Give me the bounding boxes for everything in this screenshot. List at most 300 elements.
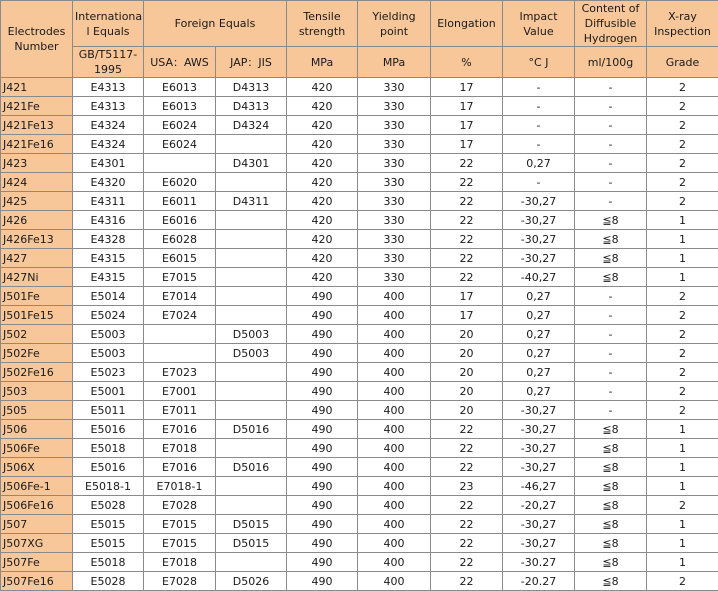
tensile-strength-cell: 490: [287, 382, 358, 401]
impact-value-cell: 0,27: [503, 344, 575, 363]
elongation-cell: 17: [431, 97, 503, 116]
table-body: [1, 78, 718, 591]
gb-standard-cell: E4315: [73, 249, 144, 268]
yielding-point-cell: 400: [358, 420, 431, 439]
tensile-strength-cell: 420: [287, 116, 358, 135]
header-tensile-strength: Tensile strength: [287, 1, 358, 47]
yielding-point-cell: 330: [358, 154, 431, 173]
yielding-point-cell: 330: [358, 116, 431, 135]
gb-standard-cell: E5016: [73, 420, 144, 439]
table-row: [1, 325, 718, 344]
usa-aws-cell: E7001: [144, 382, 216, 401]
electrode-number-cell: J505: [1, 401, 73, 420]
tensile-strength-cell: 490: [287, 344, 358, 363]
impact-value-cell: -30.27: [503, 553, 575, 572]
yielding-point-cell: 330: [358, 211, 431, 230]
subheader-gb-standard: GB/T5117-1995: [73, 47, 144, 78]
diffusible-hydrogen-cell: -: [575, 401, 647, 420]
impact-value-cell: -20,27: [503, 496, 575, 515]
table-row: [1, 192, 718, 211]
electrode-number-cell: J421Fe16: [1, 135, 73, 154]
elongation-cell: 20: [431, 401, 503, 420]
jap-jis-cell: [216, 496, 287, 515]
diffusible-hydrogen-cell: -: [575, 97, 647, 116]
diffusible-hydrogen-cell: ≦8: [575, 249, 647, 268]
elongation-cell: 22: [431, 458, 503, 477]
tensile-strength-cell: 490: [287, 325, 358, 344]
elongation-cell: 17: [431, 287, 503, 306]
tensile-strength-cell: 490: [287, 439, 358, 458]
impact-value-cell: -: [503, 116, 575, 135]
usa-aws-cell: E7014: [144, 287, 216, 306]
gb-standard-cell: E4313: [73, 97, 144, 116]
electrode-number-cell: J506Fe-1: [1, 477, 73, 496]
yielding-point-cell: 400: [358, 287, 431, 306]
usa-aws-cell: [144, 154, 216, 173]
electrode-number-cell: J501Fe15: [1, 306, 73, 325]
header-international-equals: Internationa l Equals: [73, 1, 144, 47]
electrode-number-cell: J507: [1, 515, 73, 534]
xray-grade-cell: 1: [647, 249, 718, 268]
tensile-strength-cell: 490: [287, 306, 358, 325]
usa-aws-cell: E7018: [144, 439, 216, 458]
yielding-point-cell: 400: [358, 325, 431, 344]
diffusible-hydrogen-cell: -: [575, 135, 647, 154]
diffusible-hydrogen-cell: -: [575, 173, 647, 192]
electrode-number-cell: J506Fe: [1, 439, 73, 458]
usa-aws-cell: E6015: [144, 249, 216, 268]
xray-grade-cell: 2: [647, 325, 718, 344]
yielding-point-cell: 400: [358, 477, 431, 496]
jap-jis-cell: D4301: [216, 154, 287, 173]
header-impact-value: Impact Value: [503, 1, 575, 47]
electrode-number-cell: J502Fe: [1, 344, 73, 363]
impact-value-cell: -30,27: [503, 439, 575, 458]
table-row: [1, 553, 718, 572]
diffusible-hydrogen-cell: -: [575, 325, 647, 344]
xray-grade-cell: 2: [647, 572, 718, 591]
diffusible-hydrogen-cell: ≦8: [575, 230, 647, 249]
diffusible-hydrogen-cell: -: [575, 363, 647, 382]
elongation-cell: 20: [431, 382, 503, 401]
tensile-strength-cell: 420: [287, 230, 358, 249]
tensile-strength-cell: 420: [287, 192, 358, 211]
elongation-cell: 22: [431, 572, 503, 591]
elongation-cell: 22: [431, 534, 503, 553]
gb-standard-cell: E5016: [73, 458, 144, 477]
table-row: [1, 268, 718, 287]
xray-grade-cell: 2: [647, 401, 718, 420]
xray-grade-cell: 1: [647, 230, 718, 249]
tensile-strength-cell: 420: [287, 154, 358, 173]
header-diffusible-hydrogen: Content of Diffusible Hydrogen: [575, 1, 647, 47]
elongation-cell: 22: [431, 515, 503, 534]
gb-standard-cell: E5018: [73, 439, 144, 458]
elongation-cell: 17: [431, 306, 503, 325]
gb-standard-cell: E4328: [73, 230, 144, 249]
jap-jis-cell: [216, 211, 287, 230]
electrode-number-cell: J507Fe: [1, 553, 73, 572]
table-row: [1, 344, 718, 363]
table-row: [1, 173, 718, 192]
jap-jis-cell: D4324: [216, 116, 287, 135]
jap-jis-cell: [216, 401, 287, 420]
xray-grade-cell: 2: [647, 382, 718, 401]
table-row: [1, 401, 718, 420]
diffusible-hydrogen-cell: ≦8: [575, 496, 647, 515]
elongation-cell: 22: [431, 211, 503, 230]
impact-value-cell: -30,27: [503, 230, 575, 249]
table-row: [1, 211, 718, 230]
electrode-number-cell: J423: [1, 154, 73, 173]
xray-grade-cell: 2: [647, 344, 718, 363]
subheader-yielding-unit: MPa: [358, 47, 431, 78]
gb-standard-cell: E5003: [73, 344, 144, 363]
diffusible-hydrogen-cell: ≦8: [575, 211, 647, 230]
usa-aws-cell: E7018: [144, 553, 216, 572]
yielding-point-cell: 400: [358, 344, 431, 363]
xray-grade-cell: 1: [647, 268, 718, 287]
electrode-number-cell: J421: [1, 78, 73, 97]
tensile-strength-cell: 420: [287, 135, 358, 154]
table-row: [1, 287, 718, 306]
header-electrodes-number: Electrodes Number: [1, 1, 73, 78]
gb-standard-cell: E5028: [73, 496, 144, 515]
yielding-point-cell: 400: [358, 553, 431, 572]
tensile-strength-cell: 490: [287, 534, 358, 553]
gb-standard-cell: E5015: [73, 515, 144, 534]
table-row: [1, 230, 718, 249]
jap-jis-cell: D5026: [216, 572, 287, 591]
diffusible-hydrogen-cell: ≦8: [575, 477, 647, 496]
gb-standard-cell: E5018: [73, 553, 144, 572]
gb-standard-cell: E4316: [73, 211, 144, 230]
impact-value-cell: 0,27: [503, 154, 575, 173]
header-xray-inspection: X-ray Inspection: [647, 1, 718, 47]
yielding-point-cell: 400: [358, 572, 431, 591]
jap-jis-cell: [216, 287, 287, 306]
jap-jis-cell: [216, 268, 287, 287]
elongation-cell: 22: [431, 249, 503, 268]
xray-grade-cell: 1: [647, 439, 718, 458]
gb-standard-cell: E5003: [73, 325, 144, 344]
xray-grade-cell: 2: [647, 192, 718, 211]
jap-jis-cell: D5015: [216, 534, 287, 553]
jap-jis-cell: D5016: [216, 458, 287, 477]
impact-value-cell: -30,27: [503, 534, 575, 553]
elongation-cell: 22: [431, 439, 503, 458]
usa-aws-cell: E7016: [144, 420, 216, 439]
tensile-strength-cell: 490: [287, 401, 358, 420]
subheader-usa-aws: USA：AWS: [144, 47, 216, 78]
table-row: [1, 363, 718, 382]
usa-aws-cell: E6024: [144, 135, 216, 154]
table-row: [1, 420, 718, 439]
electrode-number-cell: J501Fe: [1, 287, 73, 306]
jap-jis-cell: D4311: [216, 192, 287, 211]
usa-aws-cell: E7028: [144, 496, 216, 515]
table-row: [1, 154, 718, 173]
diffusible-hydrogen-cell: -: [575, 192, 647, 211]
elongation-cell: 23: [431, 477, 503, 496]
table-row: [1, 116, 718, 135]
diffusible-hydrogen-cell: ≦8: [575, 268, 647, 287]
electrode-number-cell: J427Ni: [1, 268, 73, 287]
xray-grade-cell: 2: [647, 287, 718, 306]
tensile-strength-cell: 490: [287, 420, 358, 439]
usa-aws-cell: E6013: [144, 78, 216, 97]
electrode-number-cell: J425: [1, 192, 73, 211]
impact-value-cell: -30,27: [503, 420, 575, 439]
elongation-cell: 22: [431, 154, 503, 173]
yielding-point-cell: 400: [358, 496, 431, 515]
table-row: [1, 458, 718, 477]
tensile-strength-cell: 420: [287, 211, 358, 230]
gb-standard-cell: E5015: [73, 534, 144, 553]
usa-aws-cell: E7011: [144, 401, 216, 420]
jap-jis-cell: [216, 230, 287, 249]
impact-value-cell: -: [503, 78, 575, 97]
yielding-point-cell: 400: [358, 458, 431, 477]
jap-jis-cell: [216, 382, 287, 401]
usa-aws-cell: [144, 325, 216, 344]
electrode-number-cell: J421Fe13: [1, 116, 73, 135]
elongation-cell: 17: [431, 78, 503, 97]
electrode-number-cell: J507XG: [1, 534, 73, 553]
jap-jis-cell: D5015: [216, 515, 287, 534]
diffusible-hydrogen-cell: ≦8: [575, 458, 647, 477]
elongation-cell: 22: [431, 192, 503, 211]
gb-standard-cell: E4313: [73, 78, 144, 97]
subheader-jap-jis: JAP：JIS: [216, 47, 287, 78]
yielding-point-cell: 330: [358, 230, 431, 249]
gb-standard-cell: E4301: [73, 154, 144, 173]
xray-grade-cell: 1: [647, 515, 718, 534]
usa-aws-cell: E6013: [144, 97, 216, 116]
diffusible-hydrogen-cell: -: [575, 382, 647, 401]
jap-jis-cell: [216, 363, 287, 382]
impact-value-cell: 0,27: [503, 306, 575, 325]
electrode-number-cell: J506Fe16: [1, 496, 73, 515]
yielding-point-cell: 330: [358, 249, 431, 268]
xray-grade-cell: 2: [647, 496, 718, 515]
impact-value-cell: -: [503, 135, 575, 154]
electrode-number-cell: J506: [1, 420, 73, 439]
electrode-number-cell: J506X: [1, 458, 73, 477]
table-row: [1, 515, 718, 534]
diffusible-hydrogen-cell: ≦8: [575, 572, 647, 591]
table-row: [1, 78, 718, 97]
xray-grade-cell: 1: [647, 458, 718, 477]
electrode-number-cell: J507Fe16: [1, 572, 73, 591]
diffusible-hydrogen-cell: -: [575, 306, 647, 325]
electrode-number-cell: J426Fe13: [1, 230, 73, 249]
table-row: [1, 477, 718, 496]
tensile-strength-cell: 490: [287, 287, 358, 306]
yielding-point-cell: 330: [358, 135, 431, 154]
table-row: [1, 572, 718, 591]
usa-aws-cell: E7024: [144, 306, 216, 325]
usa-aws-cell: E7015: [144, 534, 216, 553]
jap-jis-cell: D5003: [216, 325, 287, 344]
elongation-cell: 22: [431, 553, 503, 572]
xray-grade-cell: 1: [647, 420, 718, 439]
jap-jis-cell: [216, 249, 287, 268]
diffusible-hydrogen-cell: ≦8: [575, 420, 647, 439]
elongation-cell: 20: [431, 325, 503, 344]
impact-value-cell: 0,27: [503, 287, 575, 306]
usa-aws-cell: E6028: [144, 230, 216, 249]
table-row: [1, 97, 718, 116]
diffusible-hydrogen-cell: ≦8: [575, 515, 647, 534]
table-row: [1, 249, 718, 268]
jap-jis-cell: D5003: [216, 344, 287, 363]
usa-aws-cell: E7015: [144, 268, 216, 287]
tensile-strength-cell: 420: [287, 97, 358, 116]
impact-value-cell: -20.27: [503, 572, 575, 591]
yielding-point-cell: 330: [358, 268, 431, 287]
xray-grade-cell: 2: [647, 154, 718, 173]
gb-standard-cell: E5024: [73, 306, 144, 325]
yielding-point-cell: 400: [358, 534, 431, 553]
impact-value-cell: -30,27: [503, 458, 575, 477]
table-row: [1, 382, 718, 401]
subheader-diffusible-unit: ml/100g: [575, 47, 647, 78]
tensile-strength-cell: 490: [287, 458, 358, 477]
elongation-cell: 20: [431, 363, 503, 382]
diffusible-hydrogen-cell: -: [575, 78, 647, 97]
jap-jis-cell: [216, 173, 287, 192]
usa-aws-cell: E7015: [144, 515, 216, 534]
elongation-cell: 17: [431, 116, 503, 135]
diffusible-hydrogen-cell: -: [575, 116, 647, 135]
yielding-point-cell: 400: [358, 439, 431, 458]
yielding-point-cell: 330: [358, 173, 431, 192]
xray-grade-cell: 1: [647, 534, 718, 553]
gb-standard-cell: E4324: [73, 116, 144, 135]
xray-grade-cell: 2: [647, 97, 718, 116]
usa-aws-cell: [144, 344, 216, 363]
yielding-point-cell: 400: [358, 515, 431, 534]
gb-standard-cell: E5028: [73, 572, 144, 591]
subheader-impact-unit: °C J: [503, 47, 575, 78]
diffusible-hydrogen-cell: ≦8: [575, 439, 647, 458]
impact-value-cell: 0,27: [503, 325, 575, 344]
electrode-number-cell: J421Fe: [1, 97, 73, 116]
tensile-strength-cell: 490: [287, 363, 358, 382]
table-row: [1, 135, 718, 154]
yielding-point-cell: 400: [358, 306, 431, 325]
electrode-number-cell: J502Fe16: [1, 363, 73, 382]
table-row: [1, 439, 718, 458]
xray-grade-cell: 1: [647, 211, 718, 230]
gb-standard-cell: E4324: [73, 135, 144, 154]
xray-grade-cell: 2: [647, 363, 718, 382]
jap-jis-cell: [216, 135, 287, 154]
impact-value-cell: -30,27: [503, 192, 575, 211]
yielding-point-cell: 400: [358, 401, 431, 420]
gb-standard-cell: E4320: [73, 173, 144, 192]
gb-standard-cell: E4311: [73, 192, 144, 211]
jap-jis-cell: [216, 553, 287, 572]
electrode-number-cell: J503: [1, 382, 73, 401]
impact-value-cell: -40,27: [503, 268, 575, 287]
electrode-number-cell: J424: [1, 173, 73, 192]
gb-standard-cell: E5023: [73, 363, 144, 382]
tensile-strength-cell: 490: [287, 477, 358, 496]
yielding-point-cell: 330: [358, 192, 431, 211]
electrode-number-cell: J426: [1, 211, 73, 230]
yielding-point-cell: 330: [358, 97, 431, 116]
electrode-number-cell: J502: [1, 325, 73, 344]
elongation-cell: 22: [431, 230, 503, 249]
jap-jis-cell: [216, 306, 287, 325]
jap-jis-cell: D4313: [216, 78, 287, 97]
xray-grade-cell: 1: [647, 477, 718, 496]
usa-aws-cell: E6020: [144, 173, 216, 192]
usa-aws-cell: E7018-1: [144, 477, 216, 496]
elongation-cell: 20: [431, 344, 503, 363]
diffusible-hydrogen-cell: ≦8: [575, 534, 647, 553]
usa-aws-cell: E6016: [144, 211, 216, 230]
impact-value-cell: -: [503, 173, 575, 192]
yielding-point-cell: 400: [358, 382, 431, 401]
electrode-number-cell: J427: [1, 249, 73, 268]
header-yielding-point: Yielding point: [358, 1, 431, 47]
usa-aws-cell: E6011: [144, 192, 216, 211]
usa-aws-cell: E7016: [144, 458, 216, 477]
xray-grade-cell: 2: [647, 173, 718, 192]
usa-aws-cell: E7028: [144, 572, 216, 591]
xray-grade-cell: 2: [647, 306, 718, 325]
table-row: [1, 306, 718, 325]
impact-value-cell: -30,27: [503, 401, 575, 420]
header-elongation: Elongation: [431, 1, 503, 47]
jap-jis-cell: [216, 477, 287, 496]
tensile-strength-cell: 420: [287, 78, 358, 97]
impact-value-cell: -30,27: [503, 249, 575, 268]
gb-standard-cell: E5014: [73, 287, 144, 306]
xray-grade-cell: 1: [647, 553, 718, 572]
diffusible-hydrogen-cell: -: [575, 154, 647, 173]
table-row: [1, 534, 718, 553]
gb-standard-cell: E5011: [73, 401, 144, 420]
diffusible-hydrogen-cell: ≦8: [575, 553, 647, 572]
elongation-cell: 22: [431, 173, 503, 192]
tensile-strength-cell: 420: [287, 173, 358, 192]
tensile-strength-cell: 420: [287, 249, 358, 268]
jap-jis-cell: [216, 439, 287, 458]
xray-grade-cell: 2: [647, 116, 718, 135]
jap-jis-cell: D5016: [216, 420, 287, 439]
elongation-cell: 22: [431, 268, 503, 287]
xray-grade-cell: 2: [647, 78, 718, 97]
impact-value-cell: -: [503, 97, 575, 116]
gb-standard-cell: E5018-1: [73, 477, 144, 496]
impact-value-cell: 0,27: [503, 382, 575, 401]
elongation-cell: 17: [431, 135, 503, 154]
gb-standard-cell: E5001: [73, 382, 144, 401]
tensile-strength-cell: 490: [287, 572, 358, 591]
yielding-point-cell: 330: [358, 78, 431, 97]
elongation-cell: 22: [431, 496, 503, 515]
tensile-strength-cell: 490: [287, 496, 358, 515]
diffusible-hydrogen-cell: -: [575, 344, 647, 363]
impact-value-cell: -46,27: [503, 477, 575, 496]
impact-value-cell: -30,27: [503, 211, 575, 230]
xray-grade-cell: 2: [647, 135, 718, 154]
subheader-tensile-unit: MPa: [287, 47, 358, 78]
